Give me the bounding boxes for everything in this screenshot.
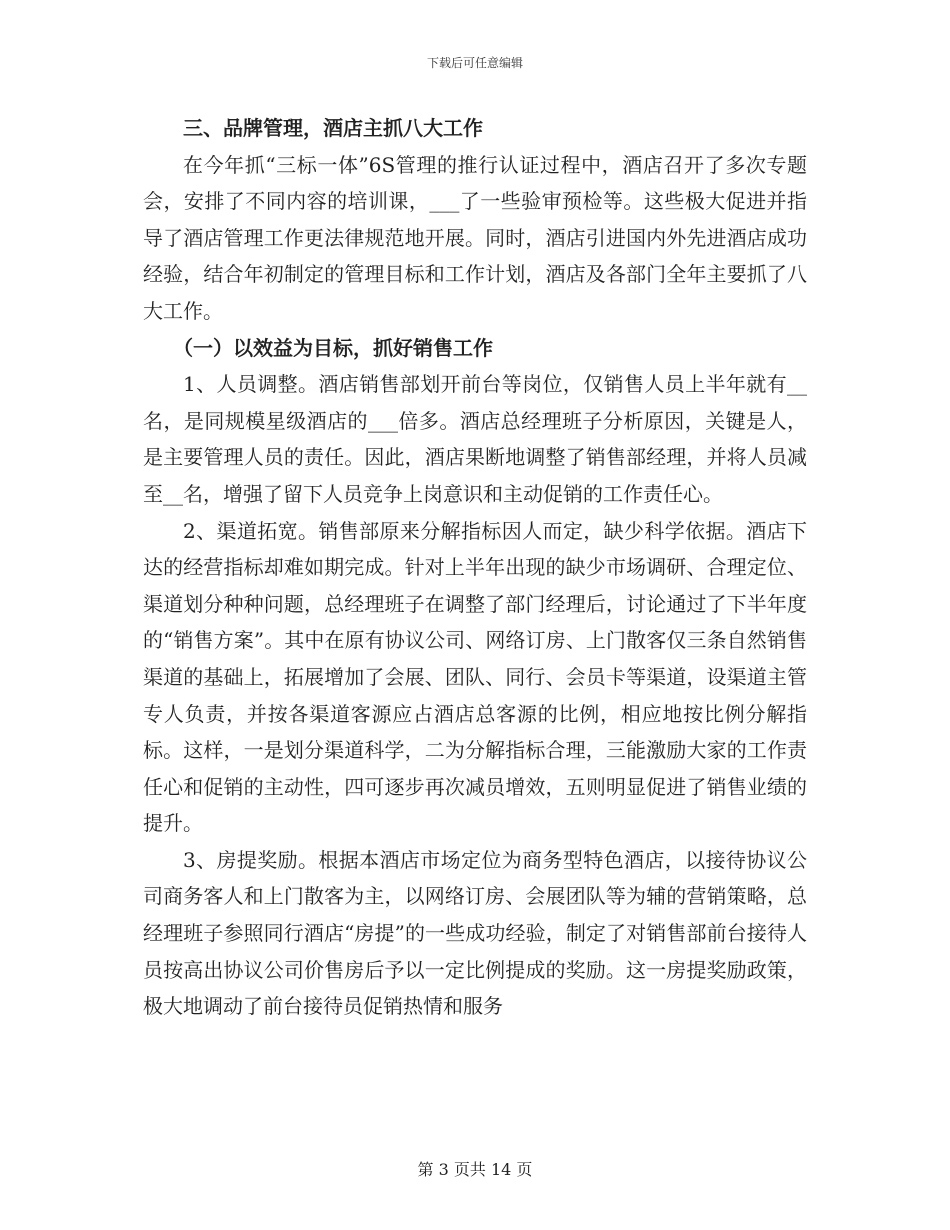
paragraph-item-3: 3、房提奖励。根据本酒店市场定位为商务型特色酒店，以接待协议公司商务客人和上门散客为主，以网络订房、会展团队等为辅的营销策略，总经理班子参照同行酒店“房提”的一些成功经验，制定了对销售部前台接待人员按高出协议公司价售房后予以一定比例提成的奖励。这一房提奖励政策，极大地调动了前台接待员促销热情和服务 xyxy=(143,847,807,1019)
page-header-note: 下载后可任意编辑 xyxy=(426,56,523,70)
page-footer-number: 第 3 页共 14 页 xyxy=(417,1160,533,1179)
subheading-sales: （一）以效益为目标，抓好销售工作 xyxy=(173,335,493,360)
paragraph-item-1: 1、人员调整。酒店销售部划开前台等岗位，仅销售人员上半年就有__名，是同规模星级酒店的___倍多。酒店总经理班子分析原因，关键是人，是主要管理人员的责任。因此，酒店果断地调整了销售部经理，并将人员减至__名，增强了留下人员竞争上岗意识和主动促销的工作责任心。 xyxy=(143,372,807,506)
paragraph-intro: 在今年抓“三标一体”6S管理的推行认证过程中，酒店召开了多次专题会，安排了不同内容的培训课，___了一些验审预检等。这些极大促进并指导了酒店管理工作更法律规范地开展。同时，酒店引进国内外先进酒店成功经验，结合年初制定的管理目标和工作计划，酒店及各部门全年主要抓了八大工作。 xyxy=(143,152,807,323)
section-heading: 三、品牌管理，酒店主抓八大工作 xyxy=(183,116,483,140)
document-body xyxy=(143,110,807,1025)
paragraph-item-2: 2、渠道拓宽。销售部原来分解指标因人而定，缺少科学依据。酒店下达的经营指标却难如期完成。针对上半年出现的缺少市场调研、合理定位、渠道划分种种问题，总经理班子在调整了部门经理后，讨论通过了下半年度的“销售方案”。其中在原有协议公司、网络订房、上门散客仅三条自然销售渠道的基础上，拓展增加了会展、团队、同行、会员卡等渠道，设渠道主管专人负责，并按各渠道客源应占酒店总客源的比例，相应地按比例分解指标。这样，一是划分渠道科学，二为分解指标合理，三能激励大家的工作责任心和促销的主动性，四可逐步再次减员增效，五则明显促进了销售业绩的提升。 xyxy=(143,518,807,836)
